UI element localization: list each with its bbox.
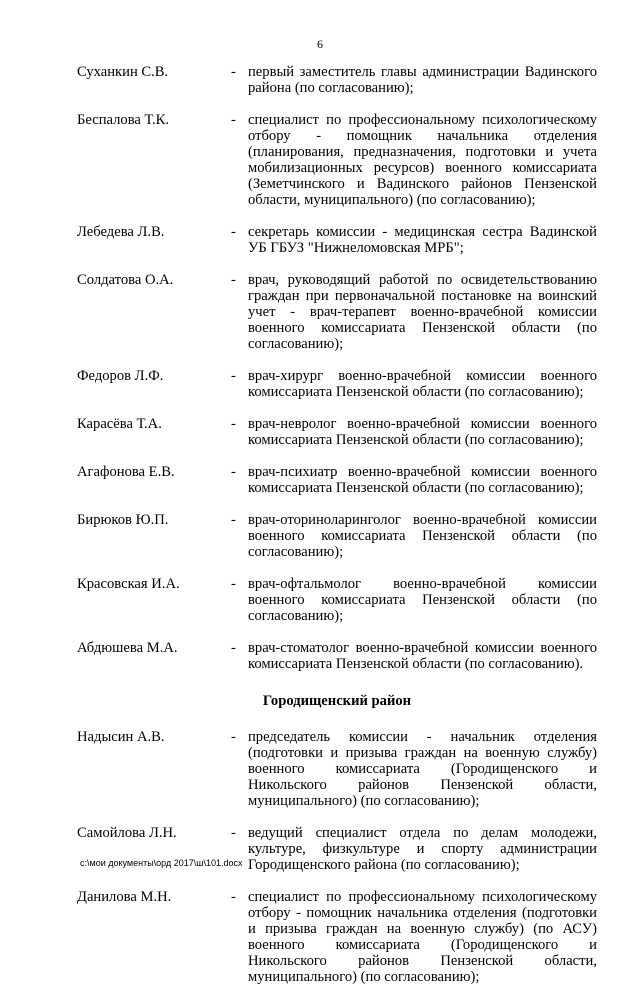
member-role: секретарь комиссии - медицинская сестра Вадинской УБ ГБУЗ "Нижнеломовская МРБ"; xyxy=(248,224,597,256)
dash-separator: - xyxy=(231,272,236,288)
member-entry xyxy=(77,464,597,496)
member-role: ведущий специалист отдела по делам молодежи, культуре, физкультуре и спорту администрации Городищенского района (по согласованию); xyxy=(248,825,597,873)
section-heading: Городищенский район xyxy=(262,693,412,709)
dash-separator: - xyxy=(231,889,236,905)
member-role: врач-оториноларинголог военно-врачебной комиссии военного комиссариата Пензенской области (по согласованию); xyxy=(248,512,597,560)
dash-separator: - xyxy=(231,464,236,480)
member-role: специалист по профессиональному психологическому отбору - помощник начальника отделения (планирования, предназначения, подготовки и учета мобилизационных ресурсов) военного комиссариата (Земетчинского и Вадинского районов Пензенской области, муниципального) (по согласованию); xyxy=(248,112,597,208)
member-role: врач-невролог военно-врачебной комиссии военного комиссариата Пензенской области (по согласованию); xyxy=(248,416,597,448)
member-name: Красовская И.А. xyxy=(77,576,180,592)
file-path-footer: c:\мои документы\орд 2017\ш\101.docx xyxy=(80,858,243,868)
member-entry xyxy=(77,512,597,560)
vadinsky-district-members xyxy=(77,64,597,672)
dash-separator: - xyxy=(231,112,236,128)
member-name: Данилова М.Н. xyxy=(77,889,172,905)
dash-separator: - xyxy=(231,512,236,528)
member-entry xyxy=(77,576,597,624)
dash-separator: - xyxy=(231,825,236,841)
member-name: Суханкин С.В. xyxy=(77,64,169,80)
member-role: специалист по профессиональному психологическому отбору - помощник начальника отделения (подготовки и призыва граждан на военную службу) (по АСУ) военного комиссариата (Городищенского и Никольского районов Пензенской области, муниципального) (по согласованию); xyxy=(248,889,597,985)
member-role: врач-офтальмолог военно-врачебной комиссии военного комиссариата Пензенской области (по согласованию); xyxy=(248,576,597,624)
member-entry xyxy=(77,272,597,352)
dash-separator: - xyxy=(231,416,236,432)
member-role: врач-психиатр военно-врачебной комиссии военного комиссариата Пензенской области (по согласованию); xyxy=(248,464,597,496)
dash-separator: - xyxy=(231,368,236,384)
member-role: первый заместитель главы администрации Вадинского района (по согласованию); xyxy=(248,64,597,96)
dash-separator: - xyxy=(231,576,236,592)
member-name: Федоров Л.Ф. xyxy=(77,368,164,384)
member-name: Надысин А.В. xyxy=(77,729,165,745)
member-role: врач-стоматолог военно-врачебной комиссии военного комиссариата Пензенской области (по согласованию). xyxy=(248,640,597,672)
member-name: Карасёва Т.А. xyxy=(77,416,162,432)
member-name: Беспалова Т.К. xyxy=(77,112,170,128)
member-entry xyxy=(77,224,597,256)
member-entry xyxy=(77,729,597,809)
member-name: Лебедева Л.В. xyxy=(77,224,165,240)
member-entry xyxy=(77,416,597,448)
member-name: Бирюков Ю.П. xyxy=(77,512,169,528)
member-name: Самойлова Л.Н. xyxy=(77,825,177,841)
member-entry xyxy=(77,112,597,208)
member-entry xyxy=(77,368,597,400)
member-entry xyxy=(77,64,597,96)
page-number: 6 xyxy=(317,37,323,51)
member-entry xyxy=(77,889,597,985)
member-name: Абдюшева М.А. xyxy=(77,640,178,656)
member-role: врач-хирург военно-врачебной комиссии военного комиссариата Пензенской области (по согласованию); xyxy=(248,368,597,400)
member-name: Агафонова Е.В. xyxy=(77,464,175,480)
dash-separator: - xyxy=(231,64,236,80)
member-name: Солдатова О.А. xyxy=(77,272,174,288)
member-role: врач, руководящий работой по освидетельствованию граждан при первоначальной постановке на воинский учет - врач-терапевт военно-врачебной комиссии военного комиссариата Пензенской области (по согласованию); xyxy=(248,272,597,352)
member-entry xyxy=(77,640,597,672)
dash-separator: - xyxy=(231,729,236,745)
member-role: председатель комиссии - начальник отделения (подготовки и призыва граждан на военную службу) военного комиссариата (Городищенского и Никольского районов Пензенской области, муниципального) (по согласованию); xyxy=(248,729,597,809)
dash-separator: - xyxy=(231,224,236,240)
dash-separator: - xyxy=(231,640,236,656)
gorodishchensky-district-members xyxy=(77,729,597,985)
